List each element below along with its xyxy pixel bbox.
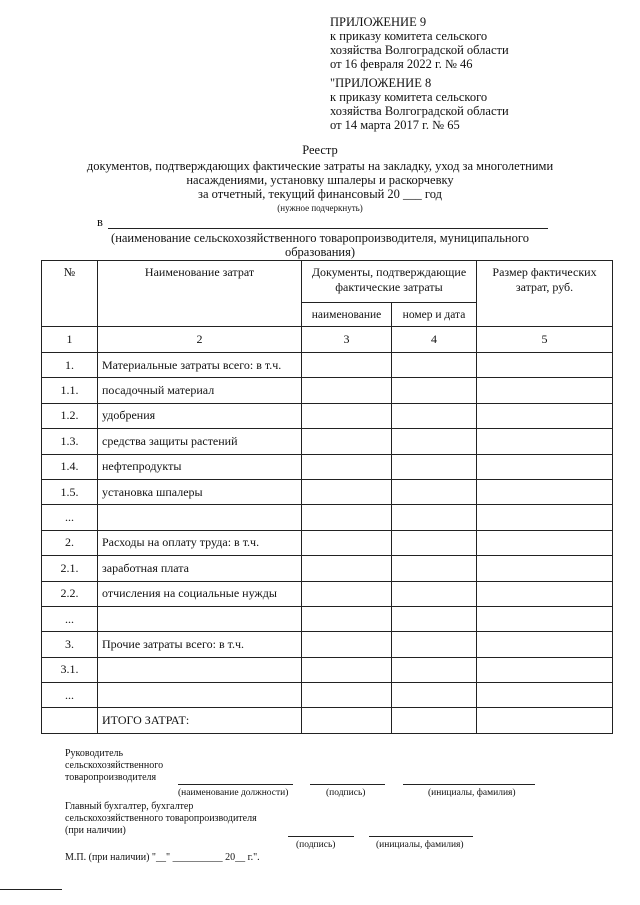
initials-caption: (инициалы, фамилия) [428,788,516,798]
appendix-8-line-3: от 14 марта 2017 г. № 65 [330,118,460,132]
row-cost-name: заработная плата [98,556,302,581]
producer-caption-1: (наименование сельскохозяйственного товаропроизводителя, муниципального [111,231,529,245]
row-doc-name-cell [302,378,392,403]
accountant-label-1: Главный бухгалтер, бухгалтер [65,801,194,812]
col-header-amount: Размер фактических затрат, руб. [477,261,613,327]
col-number: 3 [302,327,392,353]
table-row [42,429,613,454]
accountant-label-3: (при наличии) [65,825,126,836]
appendix-9-header [330,15,509,71]
table-row [42,479,613,504]
appendix-8-header [330,76,509,132]
row-amount-cell [477,556,613,581]
head-signature-block [65,748,163,784]
row-number: 2. [42,530,98,555]
col-header-name: Наименование затрат [98,261,302,327]
row-number: 1.2. [42,403,98,428]
row-doc-number-cell [392,657,477,682]
row-doc-number-cell [392,378,477,403]
row-cost-name: отчисления на социальные нужды [98,581,302,606]
row-doc-number-cell [392,530,477,555]
accountant-signature-caption: (подпись) [296,840,336,850]
row-doc-name-cell [302,556,392,581]
row-doc-name-cell [302,505,392,530]
row-cost-name: установка шпалеры [98,479,302,504]
col-number: 5 [477,327,613,353]
accountant-initials-line [369,836,473,837]
row-doc-name-cell [302,403,392,428]
table-row [42,708,613,733]
row-cost-name [98,657,302,682]
row-doc-name-cell [302,606,392,631]
table-row [42,403,613,428]
table-row [42,454,613,479]
table-row [42,657,613,682]
row-number: 1. [42,353,98,378]
registry-subtitle-1: документов, подтверждающих фактические затраты на закладку, уход за многолетними [86,159,554,173]
col-number: 1 [42,327,98,353]
table-row [42,378,613,403]
row-doc-name-cell [302,581,392,606]
row-cost-name [98,606,302,631]
row-doc-name-cell [302,530,392,555]
row-number: ... [42,505,98,530]
row-doc-name-cell [302,632,392,657]
row-amount-cell [477,479,613,504]
row-amount-cell [477,606,613,631]
head-label-1: Руководитель [65,748,124,759]
registry-table [41,260,613,734]
row-number: 1.3. [42,429,98,454]
appendix-8-line-2: хозяйства Волгоградской области [330,104,509,118]
row-cost-name [98,683,302,708]
row-doc-name-cell [302,353,392,378]
table-row [42,632,613,657]
row-cost-name: ИТОГО ЗАТРАТ: [98,708,302,733]
accountant-signature-block [65,801,257,837]
row-amount-cell [477,530,613,555]
position-caption: (наименование должности) [178,788,289,798]
row-amount-cell [477,632,613,657]
appendix-9-title: ПРИЛОЖЕНИЕ 9 [330,15,427,29]
col-number: 2 [98,327,302,353]
row-doc-number-cell [392,454,477,479]
row-cost-name: Прочие затраты всего: в т.ч. [98,632,302,657]
appendix-9-line-2: хозяйства Волгоградской области [330,43,509,57]
row-cost-name: Материальные затраты всего: в т.ч. [98,353,302,378]
row-amount-cell [477,708,613,733]
row-doc-number-cell [392,403,477,428]
accountant-label-2: сельскохозяйственного товаропроизводителя [65,813,257,824]
row-doc-number-cell [392,479,477,504]
row-cost-name: удобрения [98,403,302,428]
row-number [42,708,98,733]
row-doc-number-cell [392,683,477,708]
initials-line [403,784,535,785]
row-doc-name-cell [302,657,392,682]
row-doc-number-cell [392,632,477,657]
appendix-9-line-3: от 16 февраля 2022 г. № 46 [330,57,473,71]
col-header-doc-number: номер и дата [392,303,477,327]
table-row [42,530,613,555]
underline-hint: (нужное подчеркнуть) [277,203,363,213]
row-cost-name: нефтепродукты [98,454,302,479]
row-number: 2.2. [42,581,98,606]
row-number: 3.1. [42,657,98,682]
signature-caption: (подпись) [326,788,366,798]
row-cost-name [98,505,302,530]
registry-subtitle-2: насаждениями, установку шпалеры и раскорчевку [186,173,454,187]
table-row [42,353,613,378]
registry-period: за отчетный, текущий финансовый 20 ___ год [198,187,442,201]
row-number: ... [42,606,98,631]
col-header-no: № [42,261,98,327]
row-amount-cell [477,378,613,403]
row-cost-name: средства защиты растений [98,429,302,454]
head-label-2: сельскохозяйственного [65,760,164,771]
row-number: 2.1. [42,556,98,581]
stamp-date-line: М.П. (при наличии) "__" __________ 20__ г.". [65,852,260,863]
row-amount-cell [477,454,613,479]
table-row [42,505,613,530]
signature-line [310,784,385,785]
row-doc-number-cell [392,606,477,631]
row-amount-cell [477,353,613,378]
producer-prefix: в [97,215,103,229]
row-doc-name-cell [302,683,392,708]
appendix-9-line-1: к приказу комитета сельского [330,29,488,43]
row-number: 1.5. [42,479,98,504]
row-doc-number-cell [392,708,477,733]
row-doc-number-cell [392,581,477,606]
row-doc-name-cell [302,708,392,733]
col-number: 4 [392,327,477,353]
row-number: 3. [42,632,98,657]
row-doc-name-cell [302,454,392,479]
col-header-docs: Документы, подтверждающие фактические затраты [302,261,477,303]
row-amount-cell [477,581,613,606]
appendix-8-title: "ПРИЛОЖЕНИЕ 8 [330,76,432,90]
table-row [42,606,613,631]
row-amount-cell [477,683,613,708]
producer-caption-2: образования) [284,245,356,259]
appendix-8-line-1: к приказу комитета сельского [330,90,488,104]
row-doc-number-cell [392,556,477,581]
table-row [42,556,613,581]
row-doc-name-cell [302,429,392,454]
row-amount-cell [477,505,613,530]
row-number: ... [42,683,98,708]
table-row [42,683,613,708]
row-doc-number-cell [392,353,477,378]
row-number: 1.1. [42,378,98,403]
row-cost-name: Расходы на оплату труда: в т.ч. [98,530,302,555]
table-row [42,581,613,606]
row-doc-name-cell [302,479,392,504]
position-line [178,784,293,785]
row-amount-cell [477,429,613,454]
registry-title: Реестр [302,143,338,157]
row-doc-number-cell [392,429,477,454]
row-cost-name: посадочный материал [98,378,302,403]
row-amount-cell [477,657,613,682]
head-label-3: товаропроизводителя [65,772,157,783]
row-number: 1.4. [42,454,98,479]
row-doc-number-cell [392,505,477,530]
accountant-initials-caption: (инициалы, фамилия) [376,840,464,850]
producer-line [108,228,548,229]
footnote-rule [0,889,62,890]
row-amount-cell [477,403,613,428]
accountant-signature-line [288,836,354,837]
col-header-doc-name: наименование [302,303,392,327]
